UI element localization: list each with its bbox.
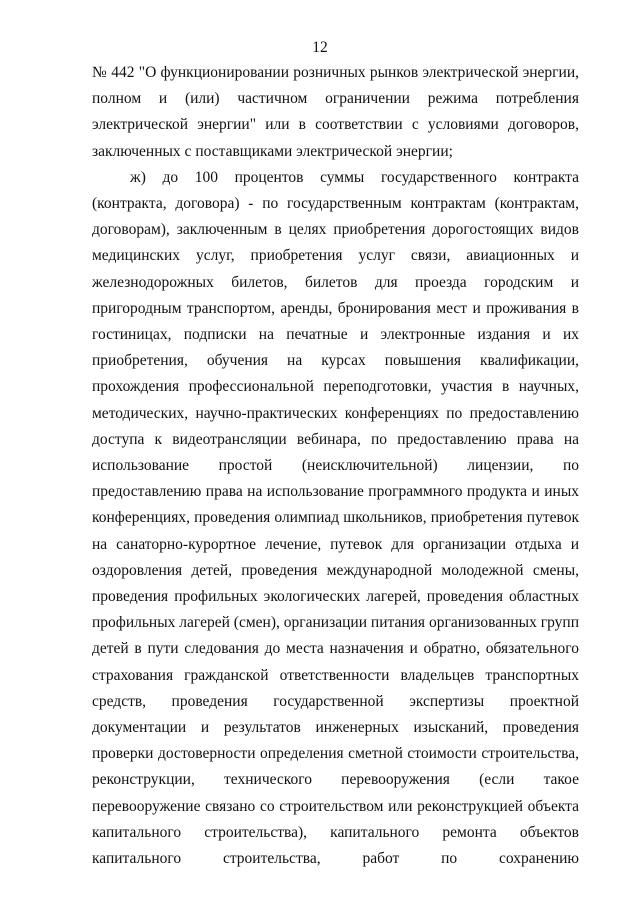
paragraph-continuation: № 442 "О функционировании розничных рынков электрической энергии, полном и (или) частичном ограничении режима потребления электрической энергии" или в соответствии с условиями договоров, заключенных с поставщиками электрической энергии; [92, 64, 579, 160]
document-body [92, 60, 579, 872]
page-number: 12 [312, 39, 328, 56]
paragraph-item-zh: ж) до 100 процентов суммы государственного контракта (контракта, договора) - по государственным контрактам (контрактам, договорам), заключенным в целях приобретения дорогостоящих видов медицинских услуг, приобретения услуг связи, авиационных и железнодорожных билетов, билетов для проезда городским и пригородным транспортом, аренды, бронирования мест и проживания в гостиницах, подписки на печатные и электронные издания и их приобретения, обучения на курсах повышения квалификации, прохождения профессиональной переподготовки, участия в научных, методических, научно-практических конференциях по предоставлению доступа к видеотрансляции вебинара, по предоставлению права на использование простой (неисключительной) лицензии, по предоставлению права на использование программного продукта и иных конференциях, проведения олимпиад школьников, приобретения путевок на санаторно-курортное лечение, путевок для организации отдыха и оздоровления детей, проведения международной молодежной смены, проведения профильных экологических лагерей, проведения областных профильных лагерей (смен), организации питания организованных групп детей в пути следования до места назначения и обратно, обязательного страхования гражданской ответственности владельцев транспортных средств, проведения государственной экспертизы проектной документации и результатов инженерных изысканий, проведения проверки достоверности определения сметной стоимости строительства, реконструкции, технического перевооружения (если такое перевооружение связано со строительством или реконструкцией объекта капитального строительства), капитального ремонта объектов капитального строительства, работ по сохранению [92, 168, 579, 868]
